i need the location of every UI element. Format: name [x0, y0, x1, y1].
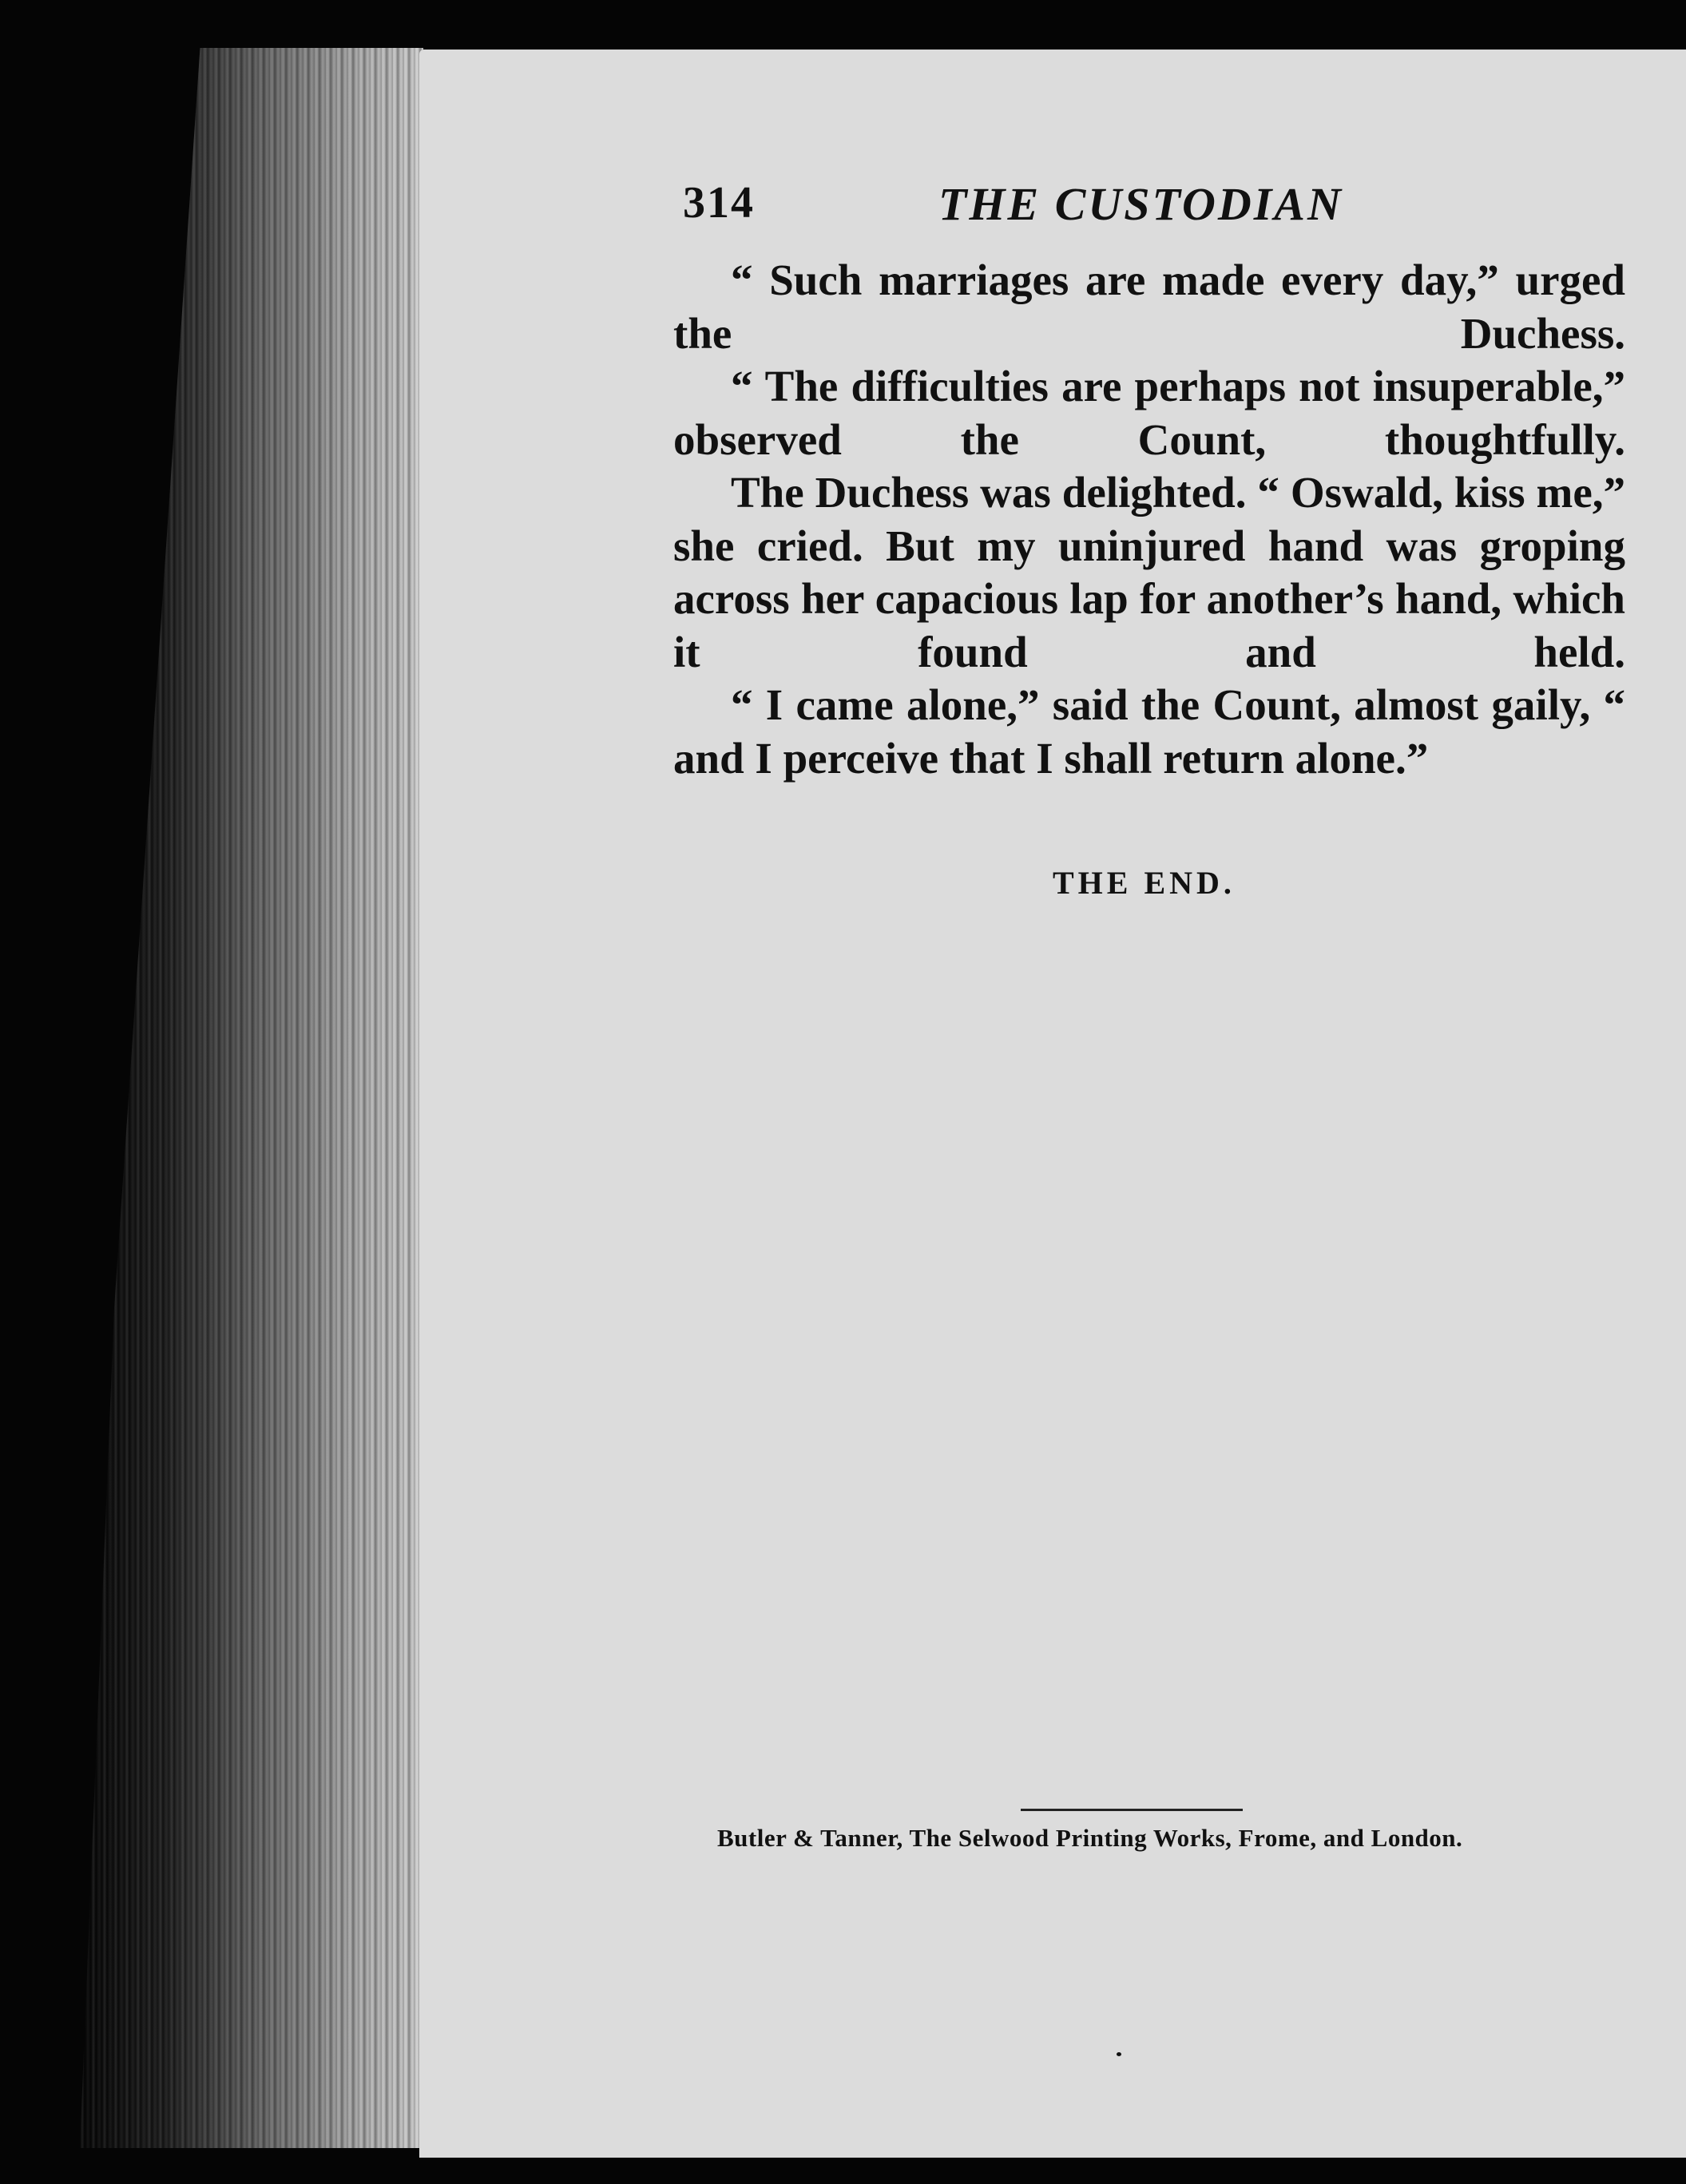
body-text	[673, 254, 1625, 785]
page-header	[683, 177, 1633, 233]
running-title: THE CUSTODIAN	[938, 178, 1343, 230]
page-number: 314	[683, 178, 755, 228]
ink-speck	[1117, 2052, 1121, 2056]
paragraph-1: “ Such marriages are made every day,” urged the Duchess.	[673, 256, 1625, 358]
end-mark: THE END.	[1053, 865, 1236, 901]
paragraph-3: The Duchess was delighted. “ Oswald, kiss me,” she cried. But my uninjured hand was groping across her capacious lap for another’s hand, which it found and held.	[673, 468, 1625, 676]
paragraph-2: “ The difficulties are perhaps not insuperable,” observed the Count, thoughtfully.	[673, 362, 1625, 464]
printer-imprint: Butler & Tanner, The Selwood Printing Works, Frome, and London.	[717, 1824, 1463, 1852]
imprint-rule	[1021, 1809, 1243, 1811]
paragraph-4: “ I came alone,” said the Count, almost gaily, “ and I perceive that I shall return alone.”	[673, 680, 1625, 783]
